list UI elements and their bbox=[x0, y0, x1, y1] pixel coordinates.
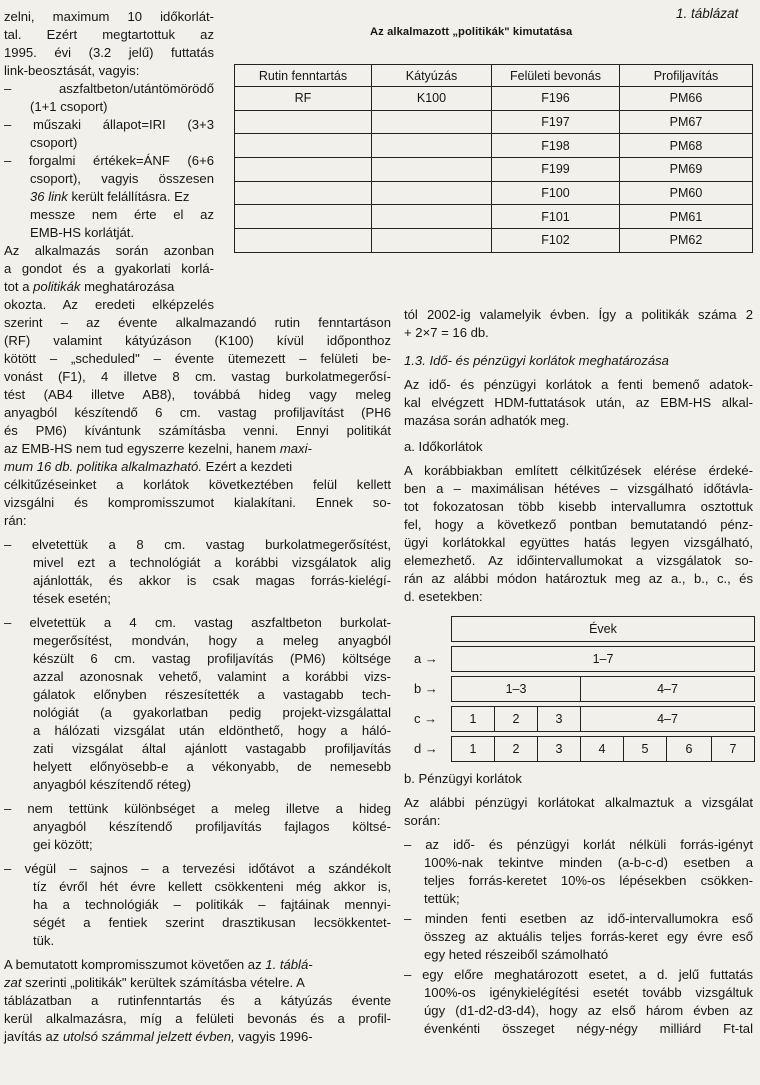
text-line bbox=[4, 974, 305, 992]
text-line: EMB-HS korlátját. bbox=[30, 225, 135, 240]
table-cell: F198 bbox=[492, 134, 620, 158]
table-cell bbox=[372, 158, 492, 182]
text-line: táblázatban a rutinfenntartás és a kátyúzás évente bbox=[4, 993, 391, 1008]
text-line: anyagból készítendő réteg) bbox=[33, 777, 191, 792]
text-line: ügyi korlátokkal együttes hatás legyen vizsgálható, bbox=[404, 535, 753, 550]
text-line: link-beosztását, vagyis: bbox=[4, 63, 140, 78]
row-label: c → bbox=[414, 711, 438, 726]
text-line bbox=[4, 1028, 313, 1046]
text-line: egy heted részeiből számolható bbox=[424, 947, 609, 962]
text-line bbox=[4, 278, 174, 296]
text-line: összeg az aktuális teljes forrás-keret egy évre eső bbox=[424, 929, 753, 944]
text-line: – nem tettünk különbséget a meleg illetve a hideg bbox=[4, 801, 391, 816]
table-cell: PM62 bbox=[620, 229, 753, 253]
text-line: csoport), vagyis összesen bbox=[30, 171, 214, 186]
italic-text: mum 16 db. politika alkalmazható. bbox=[4, 459, 202, 474]
text-line: – az idő- és pénzügyi korlát nélküli forrás-igényt bbox=[404, 837, 753, 852]
table-cell: RF bbox=[235, 87, 372, 111]
text-line: anyagból készítendő 6 cm. vastag profiljavítást (PH6 bbox=[4, 405, 391, 420]
table-row bbox=[235, 158, 753, 182]
text: A bemutatott kompromisszumot követően az bbox=[4, 957, 266, 972]
text-line: – végül – sajnos – a tervezési időtávot a szándékolt bbox=[4, 861, 391, 876]
text-line: ajánlották, és akkor is csak magas forrás-kielégí- bbox=[33, 573, 391, 588]
table-cell bbox=[235, 181, 372, 205]
text-line: – forgalmi értékek=ÁNF (6+6 bbox=[4, 153, 214, 168]
table-row bbox=[235, 87, 753, 111]
table-cell bbox=[372, 229, 492, 253]
text: meghatározása bbox=[80, 279, 175, 294]
text-line: + 2×7 = 16 db. bbox=[404, 325, 489, 340]
table-row bbox=[235, 181, 753, 205]
text-line: megerősítést, mondván, hogy a meleg anyagból bbox=[33, 633, 391, 648]
text-line: tést (AB4 illetve AB8), továbbá hideg vagy meleg bbox=[4, 387, 391, 402]
table-row bbox=[235, 229, 753, 253]
text: az EMB-HS nem tud egyszerre kezelni, hanem bbox=[4, 441, 280, 456]
text-line: Az alábbi pénzügyi korlátokat alkalmaztuk a vizsgálat bbox=[404, 795, 753, 810]
table-cell: 4–7 bbox=[580, 706, 755, 732]
subsection-heading: a. Időkorlátok bbox=[404, 439, 483, 454]
text-line: a hálózati vizsgálat után eldönthető, hogy a háló- bbox=[33, 723, 391, 738]
text-line: Az alkalmazás során azonban bbox=[4, 243, 214, 258]
italic-text: maxi- bbox=[279, 441, 312, 456]
text-line: a gondot és a gyakorlati korlá- bbox=[4, 261, 214, 276]
table-cell: F101 bbox=[492, 205, 620, 229]
table-cell bbox=[372, 205, 492, 229]
text-line: azzal azonosnak vehető, valamint a korábbi vizs- bbox=[33, 669, 391, 684]
text-line: okozta. Az eredeti elképzelés bbox=[4, 297, 214, 312]
text-line: – egy előre meghatározott esetet, a d. jelű futtatás bbox=[404, 967, 753, 982]
text-line: tések esetén; bbox=[33, 591, 111, 606]
table-cell: PM69 bbox=[620, 158, 753, 182]
text-line: évenkénti összeget négy-négy milliárd Ft-tal bbox=[424, 1021, 753, 1036]
text-line: készült 6 cm. vastag profiljavítás (PM6) költsége bbox=[33, 651, 391, 666]
text-line: mazása során adhatók meg. bbox=[404, 413, 570, 428]
text-line: célkitűzéseinket a korlátok következtében felül kellett bbox=[4, 477, 391, 492]
text-line: ben a – maximálisan hétéves – vizsgálható időtávla- bbox=[404, 481, 753, 496]
text: került felállításra. Ez bbox=[67, 189, 190, 204]
table-cell: 4 bbox=[580, 736, 624, 762]
text-line: helyett előnyösebb-e a vékonyabb, de nemesebb bbox=[33, 759, 391, 774]
subsection-heading: b. Pénzügyi korlátok bbox=[404, 771, 522, 786]
table-cell: K100 bbox=[372, 87, 492, 111]
text-line: teljes forrás-keretet 10%-os lépésekben csökken- bbox=[424, 873, 753, 888]
text-line: d. esetekben: bbox=[404, 589, 483, 604]
table-row bbox=[235, 110, 753, 134]
text-line: kerül alkalmazásra, míg a felületi bevonás és a profil- bbox=[4, 1011, 391, 1026]
table-cell: 1 bbox=[451, 736, 495, 762]
table-cell: 3 bbox=[537, 736, 581, 762]
table-cell: 1–3 bbox=[451, 676, 581, 702]
text: tot a bbox=[4, 279, 34, 294]
text-line: 100%-os igénykielégítési esetét tovább vizsgáltuk bbox=[424, 985, 753, 1000]
text-line: 1995. évi (3.2 jelű) futtatás bbox=[4, 45, 214, 60]
italic-text: 36 link bbox=[30, 189, 68, 204]
text: Ezért a kezdeti bbox=[201, 459, 293, 474]
text-line: vizsgálni és kompromisszumot kialakítani. Ennek so- bbox=[4, 495, 391, 510]
text-line: gálatok előnyben részesítették a vastagabb tech- bbox=[33, 687, 391, 702]
table-cell: F102 bbox=[492, 229, 620, 253]
table-cell: 1 bbox=[451, 706, 495, 732]
text-line: (RF) valamint kátyúzáson (K100) kívül időponthoz bbox=[4, 333, 391, 348]
table-cell: 2 bbox=[494, 706, 538, 732]
table-cell bbox=[235, 134, 372, 158]
text-line: tíz évről hét évre kellett csökkenteni még akkor is, bbox=[33, 879, 391, 894]
table-row bbox=[235, 134, 753, 158]
table-cell: F196 bbox=[492, 87, 620, 111]
text: vagyis 1996- bbox=[234, 1029, 313, 1044]
table-cell: PM68 bbox=[620, 134, 753, 158]
table-header-cell: Kátyúzás bbox=[372, 65, 492, 87]
text-line: A korábbiakban említett célkitűzések elérése érdeké- bbox=[404, 463, 753, 478]
row-label: b → bbox=[414, 681, 438, 696]
table-header-cell: Évek bbox=[451, 616, 755, 642]
text-line: során: bbox=[404, 813, 441, 828]
text-line: tól 2002-ig valamelyik évben. Így a politikák száma 2 bbox=[404, 307, 753, 322]
text-line: – minden fenti esetben az idő-intervallumokra eső bbox=[404, 911, 753, 926]
text-line: zelni, maximum 10 időkorlát- bbox=[4, 9, 214, 24]
table-cell: 3 bbox=[537, 706, 581, 732]
table-cell: F199 bbox=[492, 158, 620, 182]
text-line: messze nem érte el az bbox=[30, 207, 214, 222]
text-line: vonást (F1), 4 illetve 8 cm. vastag burkolatmegerősí- bbox=[4, 369, 391, 384]
italic-text: zat bbox=[4, 975, 22, 990]
text: szerinti „politikák" kerültek számításba vételre. A bbox=[21, 975, 305, 990]
table-header-cell: Profiljavítás bbox=[620, 65, 753, 87]
text-line: – elvetettük a 8 cm. vastag burkolatmegerősítést, bbox=[4, 537, 391, 552]
table-cell: PM61 bbox=[620, 205, 753, 229]
text-line: úgy (d1-d2-d3-d4), hogy az első három évben az bbox=[424, 1003, 753, 1018]
text-line: csoport) bbox=[30, 135, 78, 150]
section-heading: 1.3. Idő- és pénzügyi korlátok meghatározása bbox=[404, 353, 669, 368]
text-line: – elvetettük a 4 cm. vastag aszfaltbeton burkolat- bbox=[4, 615, 391, 630]
text-line: (1+1 csoport) bbox=[30, 99, 108, 114]
text-line: gei között; bbox=[33, 837, 93, 852]
text-line: kal elvégzett HDM-futtatások után, az EBM-HS alkal- bbox=[404, 395, 753, 410]
table-header-cell: Felületi bevonás bbox=[492, 65, 620, 87]
table-cell bbox=[372, 110, 492, 134]
text-line: Az idő- és pénzügyi korlátok a fenti bemenő adatok- bbox=[404, 377, 753, 392]
text-line: ségét a fentiek szerint drasztikusan lecsökkentet- bbox=[33, 915, 391, 930]
table-cell: 1–7 bbox=[451, 646, 755, 672]
table-row bbox=[235, 205, 753, 229]
table-caption: 1. táblázat bbox=[676, 6, 739, 21]
text-line: – aszfaltbeton/utántömörödő bbox=[4, 81, 214, 96]
text: javítás az bbox=[4, 1029, 63, 1044]
table-title: Az alkalmazott „politikák" kimutatása bbox=[370, 26, 573, 38]
table-cell: PM66 bbox=[620, 87, 753, 111]
table-cell: 5 bbox=[623, 736, 667, 762]
text-line: fel, hogy a következő pontban bemutatandó pénz- bbox=[404, 517, 753, 532]
table-cell: 2 bbox=[494, 736, 538, 762]
text-line bbox=[4, 440, 391, 458]
text-line: mivel ezt a technológiát a korábbi vizsgálatok alig bbox=[33, 555, 391, 570]
italic-text: politikák bbox=[33, 279, 81, 294]
table-cell bbox=[372, 181, 492, 205]
table-cell: 7 bbox=[711, 736, 755, 762]
text-line: és PM6) kívántunk számításba venni. Ennyi politikát bbox=[4, 423, 391, 438]
text-line: ha a technológiák – politikák – fajtáinak mennyi- bbox=[33, 897, 391, 912]
text-line: – műszaki állapot=IRI (3+3 bbox=[4, 117, 214, 132]
table-header-row bbox=[235, 65, 753, 87]
text-line: anyagból készítendő profiljavítás fajlagos költsé- bbox=[33, 819, 391, 834]
row-label: a → bbox=[414, 651, 438, 666]
italic-text: utolsó számmal jelzett évben, bbox=[62, 1029, 235, 1044]
italic-text: 1. táblá- bbox=[265, 957, 313, 972]
table-cell bbox=[235, 110, 372, 134]
text-line bbox=[4, 956, 313, 974]
text-line bbox=[4, 458, 292, 476]
table-cell bbox=[235, 158, 372, 182]
table-cell: PM67 bbox=[620, 110, 753, 134]
text-line: rán: bbox=[4, 513, 27, 528]
text-line: elemezhető. Az időintervallumokat a vizsgálatok so- bbox=[404, 553, 753, 568]
table-cell: F197 bbox=[492, 110, 620, 134]
table-header-cell: Rutin fenntartás bbox=[235, 65, 372, 87]
politics-table bbox=[234, 64, 753, 253]
table-cell bbox=[372, 134, 492, 158]
table-cell: F100 bbox=[492, 181, 620, 205]
text-line: tot fokozatosan több kisebb intervallumra osztottuk bbox=[404, 499, 753, 514]
text-line: tettük; bbox=[424, 891, 460, 906]
table-cell bbox=[235, 229, 372, 253]
text-line bbox=[30, 188, 189, 206]
table-cell: 6 bbox=[666, 736, 712, 762]
row-label: d → bbox=[414, 741, 438, 756]
table-cell: PM60 bbox=[620, 181, 753, 205]
text-line: kötött – „scheduled" – évente ütemezett – felületi be- bbox=[4, 351, 391, 366]
text-line: rán az alábbi módon határoztuk meg az a., b., c., és bbox=[404, 571, 753, 586]
text-line: nológiát (a gyakorlatban pedig projekt-vizsgálattal bbox=[33, 705, 391, 720]
text-line: tal. Ezért megtartottuk az bbox=[4, 27, 214, 42]
text-line: 100%-nak tekintve minden (a-b-c-d) esetben a bbox=[424, 855, 753, 870]
text-line: szerint – az évente alkalmazandó rutin fenntartáson bbox=[4, 315, 391, 330]
text-line: tük. bbox=[33, 933, 55, 948]
text-line: zati vizsgálat által ajánlott vastagabb profiljavítás bbox=[33, 741, 391, 756]
table-cell bbox=[235, 205, 372, 229]
table-cell: 4–7 bbox=[580, 676, 755, 702]
